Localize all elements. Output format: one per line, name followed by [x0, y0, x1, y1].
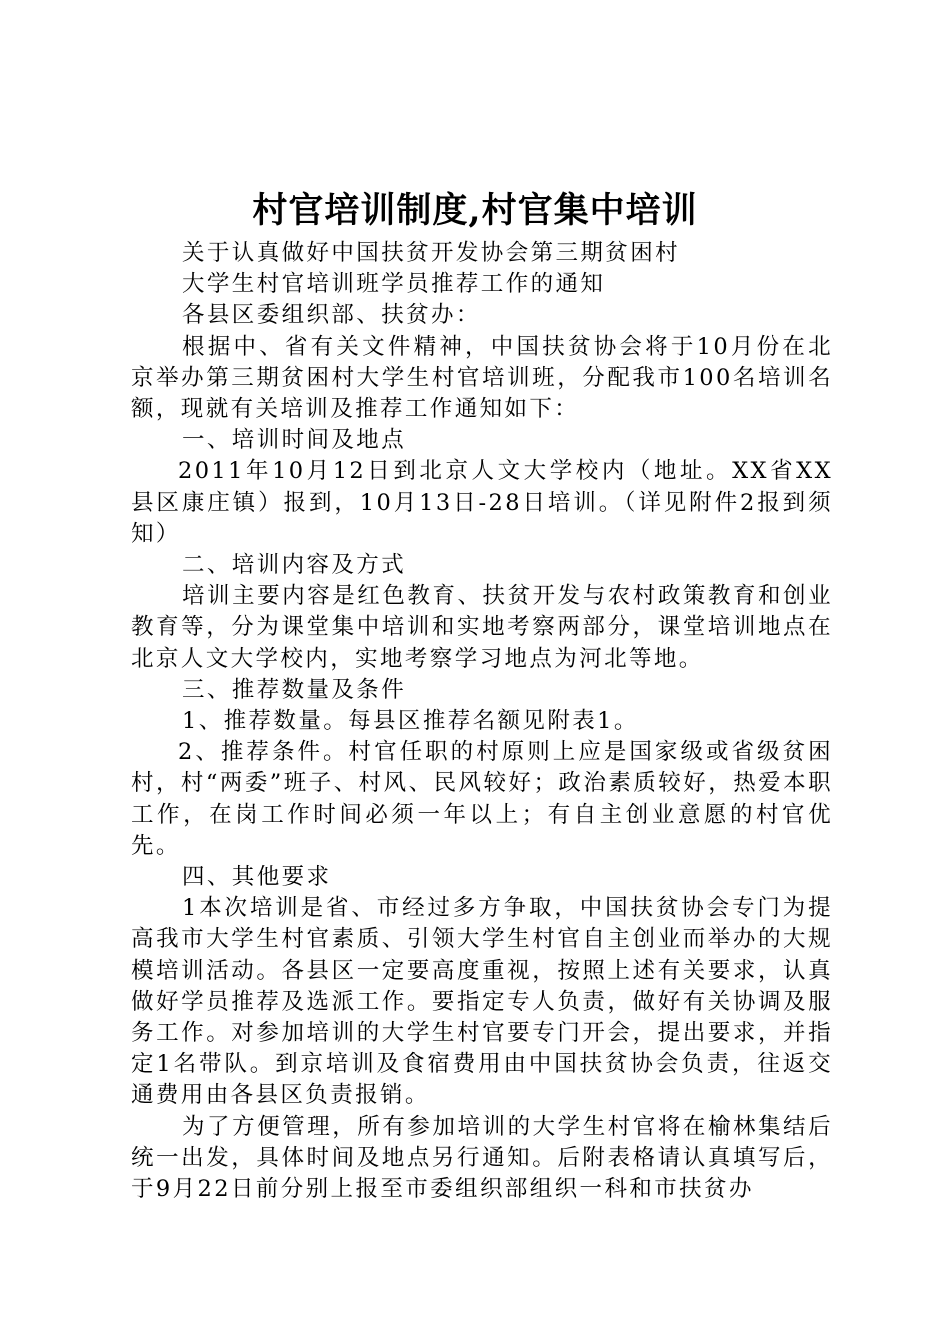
document-title: 村官培训制度,村官集中培训 [252, 190, 698, 231]
section-4-paragraph-2: 为了方便管理，所有参加培训的大学生村官将在榆林集结后统一出发，具体时间及地点另行通知。后附表格请认真填写后，于9月22日前分别上报至市委组织部组织一科和市扶贫办 [131, 1113, 833, 1203]
section-heading-4: 四、其他要求 [182, 864, 332, 891]
intro-paragraph: 根据中、省有关文件精神，中国扶贫协会将于10月份在北京举办第三期贫困村大学生村官培训班，分配我市100名培训名额，现就有关培训及推荐工作通知如下： [131, 333, 833, 423]
section-4-paragraph-1: 1本次培训是省、市经过多方争取，中国扶贫协会专门为提高我市大学生村官素质、引领大学生村官自主创业而举办的大规模培训活动。各县区一定要高度重视，按照上述有关要求，认真做好学员推荐及选派工作。要指定专人负责，做好有关协调及服务工作。对参加培训的大学生村官要专门开会，提出要求，并指定1名带队。到京培训及食宿费用由中国扶贫协会负责，往返交通费用由各县区负责报销。 [131, 895, 833, 1109]
section-3-item-2: 2、推荐条件。村官任职的村原则上应是国家级或省级贫困村，村“两委”班子、村风、民风较好；政治素质较好，热爱本职工作，在岗工作时间必须一年以上；有自主创业意愿的村官优先。 [131, 739, 833, 859]
section-heading-1: 一、培训时间及地点 [182, 427, 407, 454]
addressee: 各县区委组织部、扶贫办： [182, 302, 481, 329]
section-3-item-1: 1、推荐数量。每县区推荐名额见附表1。 [182, 708, 639, 735]
section-1-paragraph: 2011年10月12日到北京人文大学校内（地址。XX省XX县区康庄镇）报到，10月13日-28日培训。（详见附件2报到须知） [131, 458, 833, 547]
notice-heading-line-1: 关于认真做好中国扶贫开发协会第三期贫困村 [182, 240, 681, 266]
section-heading-3: 三、推荐数量及条件 [182, 676, 407, 703]
document-body [131, 238, 833, 1205]
section-heading-2: 二、培训内容及方式 [182, 552, 407, 579]
section-2-paragraph: 培训主要内容是红色教育、扶贫开发与农村政策教育和创业教育等，分为课堂集中培训和实地考察两部分，课堂培训地点在北京人文大学校内，实地考察学习地点为河北等地。 [131, 583, 833, 672]
notice-heading-line-2: 大学生村官培训班学员推荐工作的通知 [182, 271, 606, 298]
